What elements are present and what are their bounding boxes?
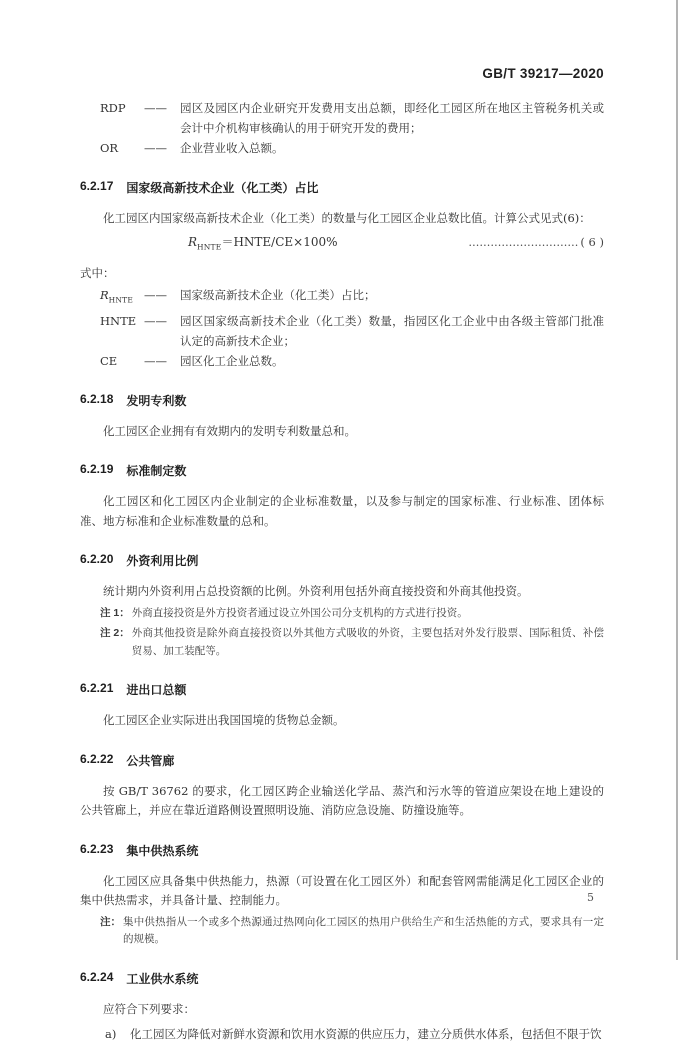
section-heading-6-2-24 — [80, 970, 604, 987]
section-paragraph: 化工园区内国家级高新技术企业（化工类）的数量与化工园区企业总数比值。计算公式见式(6)： — [103, 211, 591, 225]
where-label: 式中： — [80, 265, 115, 280]
section-number: 6.2.17 — [80, 179, 114, 193]
section-heading-6-2-23 — [80, 842, 604, 859]
section-paragraph: 化工园区企业实际进出我国国境的货物总金额。 — [103, 713, 345, 728]
symbol-definition-list — [80, 98, 604, 158]
section-title: 集中供热系统 — [126, 843, 199, 858]
definition-dash: —— — [144, 101, 167, 115]
equation-6 — [80, 232, 604, 257]
definition-description: 园区及园区内企业研究开发费用支出总额，即经化工园区所在地区主管税务机关或会计中介机构审核确认的用于研究开发的费用； — [180, 101, 604, 135]
definition-dash: —— — [144, 353, 167, 368]
section-heading-6-2-22 — [80, 752, 604, 769]
definition-term: RDP — [100, 101, 126, 115]
section-heading-6-2-21 — [80, 681, 604, 698]
definition-term: HNTE — [100, 313, 137, 328]
note-label: 注 1： — [100, 606, 130, 619]
section-paragraph: 统计期内外资利用占总投资额的比例。外资利用包括外商直接投资和外商其他投资。 — [103, 584, 529, 599]
note-label: 注： — [100, 915, 121, 928]
section-paragraph: 应符合下列要求： — [103, 1001, 195, 1016]
definition-row-ce — [100, 351, 604, 371]
section-number: 6.2.22 — [80, 751, 114, 766]
section-title: 进出口总额 — [126, 683, 187, 698]
definition-description: 国家级高新技术企业（化工类）占比； — [180, 288, 376, 303]
section-title: 外资利用比例 — [126, 554, 199, 569]
section-number: 6.2.21 — [80, 681, 114, 696]
page-number: 5 — [587, 891, 594, 904]
section-number: 6.2.20 — [80, 552, 114, 567]
standard-number-header: GB/T 39217—2020 — [482, 66, 604, 81]
definition-row-rhnte — [100, 285, 604, 310]
section-number: 6.2.24 — [80, 969, 114, 984]
section-title: 工业供水系统 — [126, 971, 199, 986]
equation-number: ( 6 ) — [580, 234, 604, 249]
section-heading-6-2-17 — [80, 179, 604, 196]
section-number: 6.2.23 — [80, 841, 114, 856]
definition-row-or — [100, 138, 604, 158]
definition-description: 企业营业收入总额。 — [180, 141, 284, 155]
list-item-a — [80, 1025, 604, 1045]
section-title: 公共管廊 — [126, 753, 175, 768]
formula-expression: ＝HNTE/CE×100% — [221, 234, 338, 249]
equation-leader-dots: ………………………… ( 6 ) — [468, 234, 604, 249]
definition-description: 园区国家级高新技术企业（化工类）数量，指园区化工企业中由各级主管部门批准认定的高新技术企业； — [180, 313, 604, 348]
section-title: 国家级高新技术企业（化工类）占比 — [126, 181, 319, 195]
definition-dash: —— — [144, 313, 167, 328]
definition-term: CE — [100, 353, 118, 368]
note — [80, 914, 604, 949]
formula-variable: $R_{HNTE}$ — [188, 234, 222, 251]
section-number: 6.2.19 — [80, 462, 114, 477]
list-marker: a) — [105, 1027, 117, 1042]
section-number: 6.2.18 — [80, 391, 114, 406]
definition-term: $R_{HNTE}$ — [100, 288, 134, 305]
section-heading-6-2-19 — [80, 462, 604, 479]
section-paragraph: 按 GB/T 36762 的要求，化工园区跨企业输送化学品、蒸汽和污水等的管道应架设在地上建设的公共管廊上，并应在靠近道路侧设置照明设施、消防应急设施、防撞设施等。 — [80, 783, 604, 818]
section-title: 发明专利数 — [126, 393, 187, 408]
definition-row-hnte — [100, 311, 604, 351]
note-label: 注 2： — [100, 627, 130, 640]
note-2 — [80, 625, 604, 660]
note-text: 外商其他投资是除外商直接投资以外其他方式吸收的外资，主要包括对外发行股票、国际租赁、补偿贸易、加工装配等。 — [131, 627, 604, 657]
section-paragraph: 化工园区和化工园区内企业制定的企业标准数量，以及参与制定的国家标准、行业标准、团体标准、地方标准和企业标准数量的总和。 — [80, 494, 604, 528]
section-paragraph: 化工园区应具备集中供热能力，热源（可设置在化工园区外）和配套管网需能满足化工园区企业的集中供热需求，并具备计量、控制能力。 — [80, 873, 604, 908]
formula-symbol-list — [80, 285, 604, 370]
note-text: 外商直接投资是外方投资者通过设立外国公司分支机构的方式进行投资。 — [131, 606, 468, 619]
section-title: 标准制定数 — [126, 464, 187, 479]
definition-dash: —— — [144, 141, 167, 155]
note-text: 集中供热指从一个或多个热源通过热网向化工园区的热用户供给生产和生活热能的方式，要求具有一定的规模。 — [123, 915, 604, 946]
definition-term: OR — [100, 141, 119, 155]
definition-dash: —— — [144, 288, 167, 303]
section-heading-6-2-18 — [80, 392, 604, 409]
list-text: 化工园区为降低对新鲜水资源和饮用水资源的供应压力，建立分质供水体系，包括但不限于饮 — [130, 1027, 602, 1042]
section-heading-6-2-20 — [80, 552, 604, 569]
definition-description: 园区化工企业总数。 — [180, 353, 284, 368]
definition-row-rdp — [100, 98, 604, 138]
section-paragraph: 化工园区企业拥有有效期内的发明专利数量总和。 — [103, 423, 356, 438]
note-1 — [80, 605, 604, 623]
